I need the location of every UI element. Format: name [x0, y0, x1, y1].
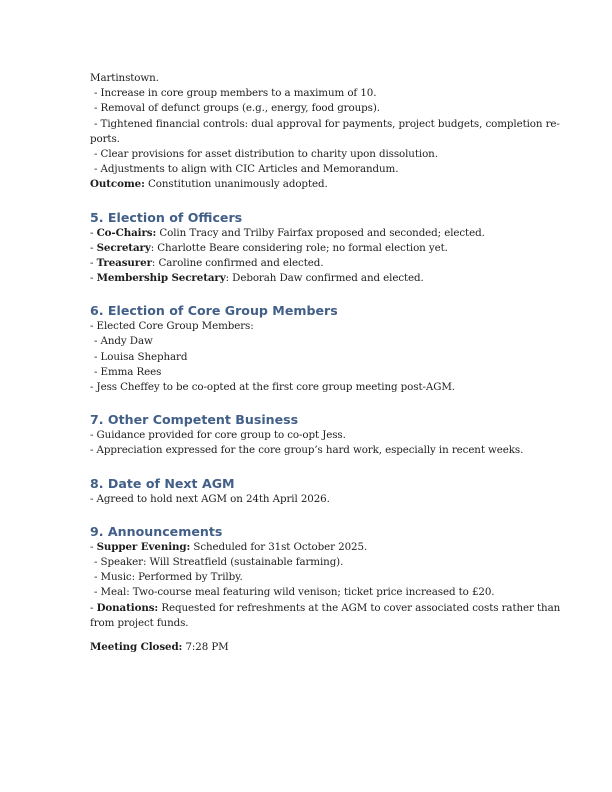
constitution-item-continuation: ports.	[90, 132, 120, 145]
donations-continuation: from project funds.	[90, 616, 189, 629]
constitution-item: - Tightened financial controls: dual approval for payments, project budgets, completion re-	[94, 117, 560, 130]
constitution-item: - Removal of defunct groups (e.g., energy, food groups).	[94, 102, 380, 115]
officer-role: Membership Secretary	[96, 272, 226, 285]
supper-evening-text: Scheduled for 31st October 2025.	[190, 540, 368, 553]
section-heading-next-agm: 8. Date of Next AGM	[90, 475, 235, 491]
officer-detail: : Deborah Daw confirmed and elected.	[225, 272, 424, 285]
officer-role: Co-Chairs:	[96, 226, 157, 239]
donations-label: Donations:	[96, 601, 159, 614]
constitution-outcome	[90, 177, 530, 192]
donations-row	[90, 601, 561, 616]
outcome-text: Constitution unanimously adopted.	[144, 178, 328, 191]
section-heading-announcements: 9. Announcements	[90, 523, 223, 539]
section-heading-core-group: 6. Election of Core Group Members	[90, 303, 338, 319]
donations-text: Requested for refreshments at the AGM to cover associated costs rather than	[158, 601, 561, 614]
officer-row	[90, 241, 530, 256]
core-group-lead: - Elected Core Group Members:	[90, 320, 254, 333]
core-group-member: - Louisa Shephard	[94, 350, 188, 363]
core-group-member: - Emma Rees	[94, 365, 162, 378]
aob-item: - Appreciation expressed for the core group’s hard work, especially in recent weeks.	[90, 444, 524, 457]
bullet-dash: -	[90, 256, 97, 269]
supper-evening-row	[90, 540, 530, 555]
constitution-item: - Increase in core group members to a maximum of 10.	[94, 87, 377, 100]
supper-evening-label: Supper Evening:	[96, 540, 191, 553]
constitution-item: - Adjustments to align with CIC Articles and Memorandum.	[94, 163, 399, 176]
officer-role: Treasurer	[96, 256, 152, 269]
officer-detail: : Charlotte Beare considering role; no formal election yet.	[150, 241, 448, 254]
next-agm-text: - Agreed to hold next AGM on 24th April 2026.	[90, 492, 330, 505]
officer-row	[90, 271, 530, 286]
core-group-note: - Jess Cheffey to be co-opted at the first core group meeting post-AGM.	[90, 381, 455, 393]
minutes-content	[90, 71, 561, 655]
supper-detail: - Speaker: Will Streatfield (sustainable farming).	[94, 555, 344, 568]
bullet-dash: -	[90, 540, 97, 553]
aob-item: - Guidance provided for core group to co-opt Jess.	[90, 429, 346, 442]
bullet-dash: -	[90, 241, 97, 254]
core-group-member: - Andy Daw	[94, 335, 153, 348]
bullet-dash: -	[90, 601, 97, 614]
officer-detail: : Caroline confirmed and elected.	[151, 256, 324, 269]
bullet-dash: -	[90, 272, 97, 285]
meeting-closed	[90, 640, 530, 655]
supper-detail: - Meal: Two-course meal featuring wild venison; ticket price increased to £20.	[94, 586, 495, 599]
constitution-intro: Martinstown.	[90, 72, 159, 84]
officer-row	[90, 226, 530, 241]
meeting-closed-label: Meeting Closed:	[90, 640, 183, 653]
outcome-label: Outcome:	[90, 178, 145, 191]
meeting-closed-time: 7:28 PM	[182, 640, 229, 653]
constitution-item: - Clear provisions for asset distribution to charity upon dissolution.	[94, 147, 438, 160]
officer-role: Secretary	[96, 241, 151, 254]
section-heading-aob: 7. Other Competent Business	[90, 412, 299, 428]
section-heading-officers: 5. Election of Officers	[90, 209, 243, 225]
supper-detail: - Music: Performed by Trilby.	[94, 571, 243, 584]
bullet-dash: -	[90, 226, 97, 239]
officer-row	[90, 256, 530, 271]
officer-detail: Colin Tracy and Trilby Fairfax proposed and seconded; elected.	[156, 226, 485, 239]
